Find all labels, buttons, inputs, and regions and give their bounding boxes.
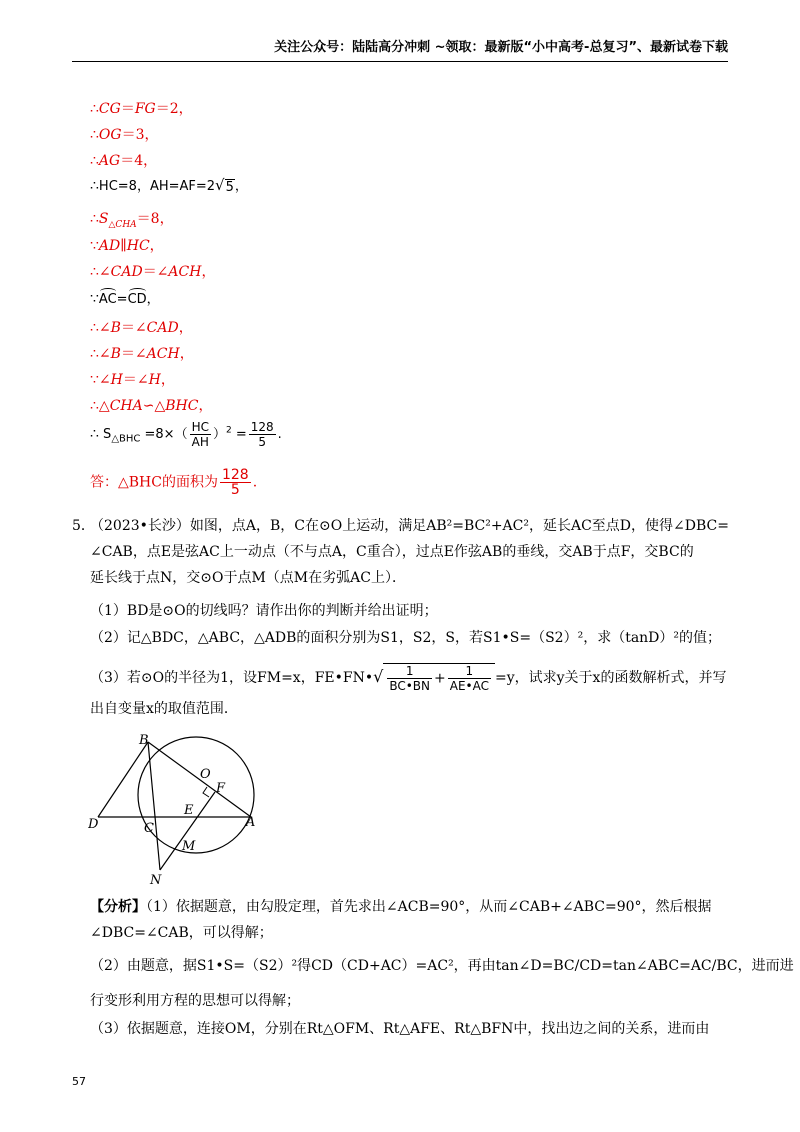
analysis-line-3: （2）由题意，据S1•S=（S2）²得CD（CD+AC）=AC²，再由tan∠D=BC/CD=tan∠ABC=AC/BC，进而进 [90,958,794,974]
solution-line: ∴△CHA∽△BHC， [90,398,213,414]
label-M: M [182,839,196,854]
label-D: D [88,817,99,832]
solution-line: ∴HC=8，AH=AF=2√5， [90,176,248,195]
label-B: B [139,733,149,748]
label-N: N [150,873,162,888]
problem-line-2: ∠CAB，点E是弦AC上一动点（不与点A，C重合），过点E作弦AB的垂线，交AB于点F，交BC的 [90,544,694,560]
solution-line: ∵AD∥HC， [90,238,164,254]
analysis-line-5: （3）依据题意，连接OM，分别在Rt△OFM、Rt△AFE、Rt△BFN中，找出边之间的关系，进而由 [90,1021,710,1037]
solution-line: ∴∠CAD＝∠ACH， [90,264,216,280]
problem-number: 5． [72,518,95,534]
answer-line: 答：△BHC的面积为 $\frac{128}{5}$ . [90,467,258,498]
solution-line: ∴OG＝3， [90,127,159,143]
solution-line: ∴∠B＝∠ACH， [90,346,194,362]
label-A: A [246,815,256,830]
solution-line: ∴CG＝FG＝2， [90,101,193,117]
label-F: F [216,781,226,796]
geometry-figure [88,730,278,890]
label-E: E [184,803,194,818]
question-3-cont: 出自变量x的取值范围． [90,701,238,717]
solution-line: ∴∠B＝∠CAD， [90,320,193,336]
analysis-line-2: ∠DBC=∠CAB，可以得解； [90,925,273,941]
problem-line-3: 延长线于点N，交⊙O于点M（点M在劣弧AC上）． [90,570,406,586]
solution-line: ∵AC=CD， [90,291,160,307]
question-2: （2）记△BDC，△ABC，△ADB的面积分别为S1，S2，S，若S1•S=（S2）²，求（tanD）²的值； [90,630,722,646]
label-O: O [200,767,211,782]
page-number: 57 [72,1075,86,1088]
problem-line-1: （2023•长沙）如图，点A，B，C在⊙O上运动，满足AB²=BC²+AC²，延长AC至点D，使得∠DBC= [90,518,729,534]
page-header: 关注公众号：陆陆高分冲刺 ~领取：最新版“小中高考-总复习”、最新试卷下载 [274,40,728,55]
analysis-line-1: 【分析】（1）依据题意，由勾股定理，首先求出∠ACB=90°，从而∠CAB+∠ABC=90°，然后根据 [90,899,712,915]
solution-line: ∴ $S_{\triangle BHC} =8\times$（ $\frac{HC}{AH}$ ）$^2$ = $\frac{128}{5}$ . [90,420,282,449]
analysis-line-4: 行变形利用方程的思想可以得解； [90,993,300,1009]
label-C: C [144,821,154,836]
question-1: （1）BD是⊙O的切线吗？请作出你的判断并给出证明； [90,603,438,619]
solution-line: ∴AG＝4， [90,153,158,169]
header-divider [72,61,728,62]
solution-line: $\therefore S_{\triangle CHA}=8$， [90,211,174,230]
solution-line: ∵∠H＝∠H， [90,372,175,388]
question-3: （3）若⊙O的半径为1，设FM=x，FE•FN•√ $\frac{1}{BC•BN}$ + $\frac{1}{AE•AC}$ =y，试求y关于x的函数解析式，并写 [90,664,727,693]
